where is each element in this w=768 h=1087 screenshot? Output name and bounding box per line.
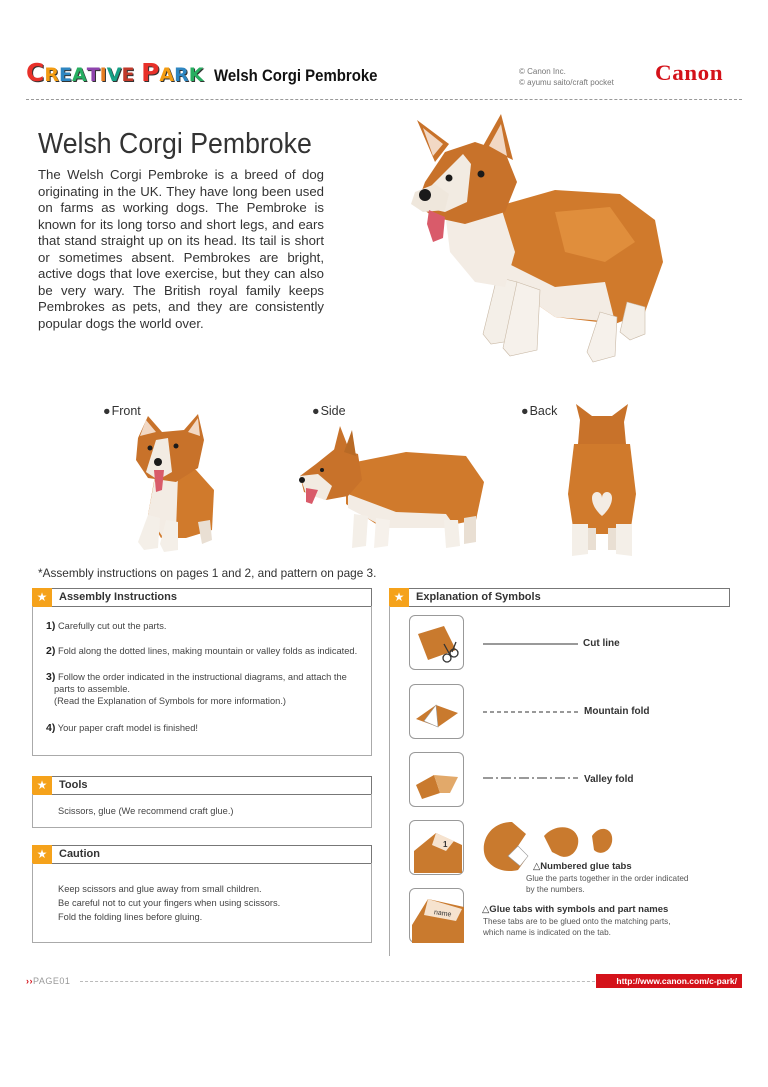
numbered-tabs-description: [526, 874, 689, 895]
caution-line-1: Keep scissors and glue away from small children.: [58, 884, 262, 894]
view-label-side: ● Side: [312, 404, 346, 418]
numbered-tab-box: [409, 820, 464, 875]
mountain-fold-icon: [410, 685, 465, 740]
page-number: [26, 976, 70, 986]
step-text: Carefully cut out the parts.: [57, 621, 167, 631]
valley-fold-box: [409, 752, 464, 807]
assembly-title: Assembly Instructions: [59, 591, 177, 603]
canon-url-link[interactable]: http://www.canon.com/c-park/: [596, 974, 742, 988]
logo-letter: A: [159, 64, 175, 86]
logo-letter: T: [86, 64, 100, 86]
page-number-text: PAGE01: [33, 976, 71, 986]
step-text: Fold along the dotted lines, making mountain or valley folds as indicated.: [57, 646, 358, 656]
tools-title: Tools: [59, 779, 88, 791]
symbol-tabs-title: △Glue tabs with symbols and part names: [482, 904, 669, 915]
logo-letter: P: [141, 58, 160, 87]
step-text-line-2: parts to assemble.: [54, 684, 130, 694]
numbered-tabs-desc-line-2: by the numbers.: [526, 884, 585, 894]
logo-letter: R: [44, 64, 59, 86]
valley-fold-icon: [410, 753, 465, 808]
pages-note: *Assembly instructions on pages 1 and 2, and pattern on page 3.: [38, 566, 377, 580]
view-label-front: ● Front: [103, 404, 141, 418]
logo-letter: C: [26, 58, 45, 87]
copyright-line-1: © Canon Inc.: [519, 67, 566, 76]
logo-letter: E: [59, 64, 72, 86]
cut-symbol-box: [409, 615, 464, 670]
numbered-tabs-desc-line-1: Glue the parts together in the order indicated: [526, 874, 689, 883]
logo-letter: V: [106, 64, 122, 86]
scissors-icon: [410, 616, 465, 671]
step-text: Follow the order indicated in the instructional diagrams, and attach the: [57, 672, 347, 682]
assembly-step-3: [46, 671, 347, 707]
valley-fold-label: Valley fold: [584, 774, 634, 785]
mountain-fold-label: Mountain fold: [584, 706, 650, 717]
numbered-tabs-title: △Numbered glue tabs: [533, 861, 632, 872]
star-icon: ★: [32, 588, 52, 607]
corgi-front-image: [126, 410, 221, 552]
cut-line-label: Cut line: [583, 638, 620, 649]
symbol-tabs-desc-line-2: which name is indicated on the tab.: [483, 927, 611, 937]
caution-text: [58, 882, 280, 924]
logo-letter: A: [71, 64, 87, 86]
assembly-step-2: [46, 645, 357, 657]
caution-header: [32, 845, 372, 864]
tools-text: Scissors, glue (We recommend craft glue.): [58, 806, 234, 816]
star-icon: ★: [389, 588, 409, 607]
step-number: 3): [46, 671, 56, 683]
step-number: 2): [46, 645, 56, 657]
view-label-back: ● Back: [521, 404, 557, 418]
page-title: Welsh Corgi Pembroke: [38, 128, 312, 160]
assembly-step-1: [46, 620, 166, 632]
page-header: [0, 0, 768, 100]
creative-park-logo: [26, 58, 204, 87]
step-text-line-3: (Read the Explanation of Symbols for more information.): [54, 696, 287, 706]
tools-header: [32, 776, 372, 795]
step-number: 1): [46, 620, 56, 632]
symbols-title: Explanation of Symbols: [416, 591, 541, 603]
step-number: 4): [46, 722, 56, 734]
copyright: [519, 66, 614, 88]
canon-logo: Canon: [655, 60, 724, 85]
logo-letter: E: [121, 64, 135, 86]
caution-line-2: Be careful not to cut your fingers when using scissors.: [58, 898, 281, 908]
mountain-fold-box: [409, 684, 464, 739]
header-divider: [26, 99, 742, 100]
assembly-header: [32, 588, 372, 607]
double-chevron-icon: ››: [26, 976, 33, 986]
intro-paragraph: The Welsh Corgi Pembroke is a breed of dog originating in the UK. They have long been used on farms as working dogs. The Pembroke is known for its long torso and short legs, and ears that stand straight up on its head. Its tail is short or sometimes absent. Pembrokes are bright, active dogs that love exercise, but they can also be very wary. The British royal family keeps Pembrokes as pets, and they are consistently popular dogs the world over.: [38, 167, 324, 331]
corgi-main-image: [405, 112, 670, 368]
star-icon: ★: [32, 776, 52, 795]
copyright-line-2: © ayumu saito/craft pocket: [519, 78, 614, 87]
footer-divider: [80, 981, 610, 982]
logo-letter: I: [99, 64, 107, 86]
star-icon: ★: [32, 845, 52, 864]
named-tab-icon: [410, 889, 465, 944]
valley-fold-line-sample: [483, 776, 578, 780]
corgi-back-image: [566, 404, 638, 558]
tab-name: name: [433, 909, 452, 919]
caution-line-3: Fold the folding lines before gluing.: [58, 912, 203, 922]
corgi-side-image: [296, 424, 491, 550]
logo-letter: R: [174, 64, 189, 86]
assembly-step-4: [46, 722, 198, 734]
logo-letter: [134, 64, 141, 86]
mountain-fold-line-sample: [483, 710, 578, 714]
cut-line-sample: [483, 642, 578, 646]
step-text: Your paper craft model is finished!: [57, 723, 198, 733]
named-tab-box: [409, 888, 464, 943]
numbered-tab-icon: [410, 821, 465, 876]
symbol-tabs-description: [483, 917, 671, 938]
symbols-header: [389, 588, 730, 607]
caution-title: Caution: [59, 848, 100, 860]
logo-letter: K: [188, 64, 204, 86]
header-title: Welsh Corgi Pembroke: [214, 66, 378, 85]
tab-number: 1: [443, 840, 448, 849]
symbol-tabs-desc-line-1: These tabs are to be glued onto the matching parts,: [483, 917, 671, 926]
